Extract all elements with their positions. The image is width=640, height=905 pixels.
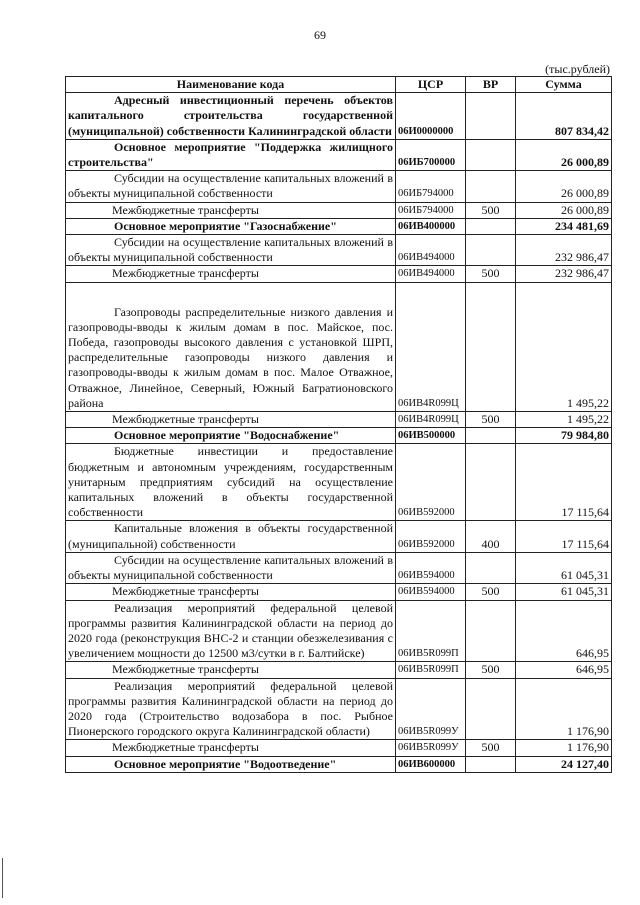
cell-name: Межбюджетные трансферты (66, 412, 396, 428)
table-row (66, 171, 612, 202)
cell-vr: 500 (466, 266, 516, 282)
cell-vr: 500 (466, 584, 516, 600)
cell-csr: 06ИВ5R099П (396, 662, 466, 678)
table-row (66, 218, 612, 234)
table-row (66, 444, 612, 521)
cell-csr: 06ИВ494000 (396, 266, 466, 282)
cell-csr: 06ИВ400000 (396, 218, 466, 234)
table-row (66, 521, 612, 552)
cell-name: Межбюджетные трансферты (66, 584, 396, 600)
cell-csr: 06ИВ594000 (396, 584, 466, 600)
cell-sum: 646,95 (516, 600, 612, 662)
cell-name: Адресный инвестиционный перечень объектов капитального строительства государственной (муниципальной) собственности Калининградской области (66, 93, 396, 140)
cell-sum: 26 000,89 (516, 202, 612, 218)
table-header-row (66, 77, 612, 93)
cell-csr: 06ИВ600000 (396, 756, 466, 772)
cell-vr: 400 (466, 521, 516, 552)
cell-vr (466, 444, 516, 521)
header-vr: ВР (466, 77, 516, 93)
cell-vr (466, 282, 516, 411)
cell-sum: 232 986,47 (516, 266, 612, 282)
cell-name: Основное мероприятие "Поддержка жилищного строительства" (66, 139, 396, 170)
cell-sum: 232 986,47 (516, 235, 612, 266)
budget-table (65, 76, 612, 773)
header-name: Наименование кода (66, 77, 396, 93)
cell-vr (466, 139, 516, 170)
cell-csr: 06ИВ594000 (396, 552, 466, 583)
margin-mark (2, 858, 3, 898)
cell-vr (466, 218, 516, 234)
page-number: 69 (314, 28, 326, 42)
cell-csr: 06ИВ5R099У (396, 678, 466, 740)
table-row (66, 740, 612, 756)
cell-vr: 500 (466, 662, 516, 678)
cell-csr: 06ИВ494000 (396, 235, 466, 266)
cell-name: Реализация мероприятий федеральной целевой программы развития Калининградской области на период до 2020 года (Строительство водозабора в пос. Рыбное Пионерского городского округа Калининградской области) (66, 678, 396, 740)
cell-sum: 79 984,80 (516, 428, 612, 444)
cell-name: Газопроводы распределительные низкого давления и газопроводы-вводы к жилым домам в пос. Майское, пос. Победа, газопроводы высокого давления с установкой ШРП, распределительные газопроводы низкого давления и газопроводы-вводы к жилым домам в пос. Малое Отважное, Отважное, Линейное, Северный, Южный Багратионовского района (66, 282, 396, 411)
table-row (66, 678, 612, 740)
cell-csr: 06ИВ592000 (396, 521, 466, 552)
cell-csr: 06И0000000 (396, 93, 466, 140)
cell-name: Межбюджетные трансферты (66, 202, 396, 218)
table-row (66, 235, 612, 266)
cell-vr: 500 (466, 740, 516, 756)
header-csr: ЦСР (396, 77, 466, 93)
cell-name: Основное мероприятие "Газоснабжение" (66, 218, 396, 234)
cell-sum: 26 000,89 (516, 171, 612, 202)
cell-sum: 646,95 (516, 662, 612, 678)
table-body (66, 93, 612, 773)
table-row (66, 600, 612, 662)
cell-csr: 06ИВ5R099П (396, 600, 466, 662)
cell-name: Межбюджетные трансферты (66, 662, 396, 678)
cell-name: Субсидии на осуществление капитальных вложений в объекты муниципальной собственности (66, 552, 396, 583)
cell-sum: 61 045,31 (516, 584, 612, 600)
cell-name: Субсидии на осуществление капитальных вложений в объекты муниципальной собственности (66, 235, 396, 266)
cell-csr: 06ИБ794000 (396, 171, 466, 202)
table-row (66, 139, 612, 170)
cell-vr (466, 428, 516, 444)
cell-sum: 1 495,22 (516, 282, 612, 411)
table-row (66, 282, 612, 411)
table-row (66, 266, 612, 282)
cell-sum: 1 495,22 (516, 412, 612, 428)
cell-name: Межбюджетные трансферты (66, 740, 396, 756)
cell-vr (466, 93, 516, 140)
unit-note: (тыс.рублей) (545, 62, 610, 76)
cell-name: Основное мероприятие "Водоснабжение" (66, 428, 396, 444)
cell-vr: 500 (466, 202, 516, 218)
cell-vr (466, 756, 516, 772)
cell-sum: 26 000,89 (516, 139, 612, 170)
table-row (66, 756, 612, 772)
cell-vr (466, 235, 516, 266)
cell-vr (466, 600, 516, 662)
table-row (66, 202, 612, 218)
cell-name: Субсидии на осуществление капитальных вложений в объекты муниципальной собственности (66, 171, 396, 202)
cell-vr (466, 678, 516, 740)
cell-csr: 06ИБ700000 (396, 139, 466, 170)
cell-csr: 06ИБ794000 (396, 202, 466, 218)
cell-vr: 500 (466, 412, 516, 428)
table-row (66, 412, 612, 428)
cell-name: Реализация мероприятий федеральной целевой программы развития Калининградской области на период до 2020 года (реконструкция ВНС-2 и станции обезжелезивания с увеличением мощности до 12500 м3/сутки в г. Балтийске) (66, 600, 396, 662)
cell-name: Основное мероприятие "Водоотведение" (66, 756, 396, 772)
cell-csr: 06ИВ500000 (396, 428, 466, 444)
cell-sum: 17 115,64 (516, 444, 612, 521)
table-row (66, 93, 612, 140)
cell-csr: 06ИВ4R099Ц (396, 282, 466, 411)
cell-sum: 234 481,69 (516, 218, 612, 234)
cell-sum: 61 045,31 (516, 552, 612, 583)
cell-sum: 17 115,64 (516, 521, 612, 552)
cell-vr (466, 552, 516, 583)
table-row (66, 662, 612, 678)
table-row (66, 428, 612, 444)
cell-sum: 24 127,40 (516, 756, 612, 772)
cell-csr: 06ИВ5R099У (396, 740, 466, 756)
cell-name: Бюджетные инвестиции и предоставление бюджетным и автономным учреждениям, государственным унитарным предприятиям субсидий на осуществление капитальных вложений в объекты государственной собственности (66, 444, 396, 521)
cell-sum: 1 176,90 (516, 740, 612, 756)
cell-name: Капитальные вложения в объекты государственной (муниципальной) собственности (66, 521, 396, 552)
header-sum: Сумма (516, 77, 612, 93)
table-row (66, 584, 612, 600)
table-row (66, 552, 612, 583)
cell-name: Межбюджетные трансферты (66, 266, 396, 282)
cell-sum: 1 176,90 (516, 678, 612, 740)
cell-csr: 06ИВ592000 (396, 444, 466, 521)
cell-sum: 807 834,42 (516, 93, 612, 140)
cell-csr: 06ИВ4R099Ц (396, 412, 466, 428)
cell-vr (466, 171, 516, 202)
